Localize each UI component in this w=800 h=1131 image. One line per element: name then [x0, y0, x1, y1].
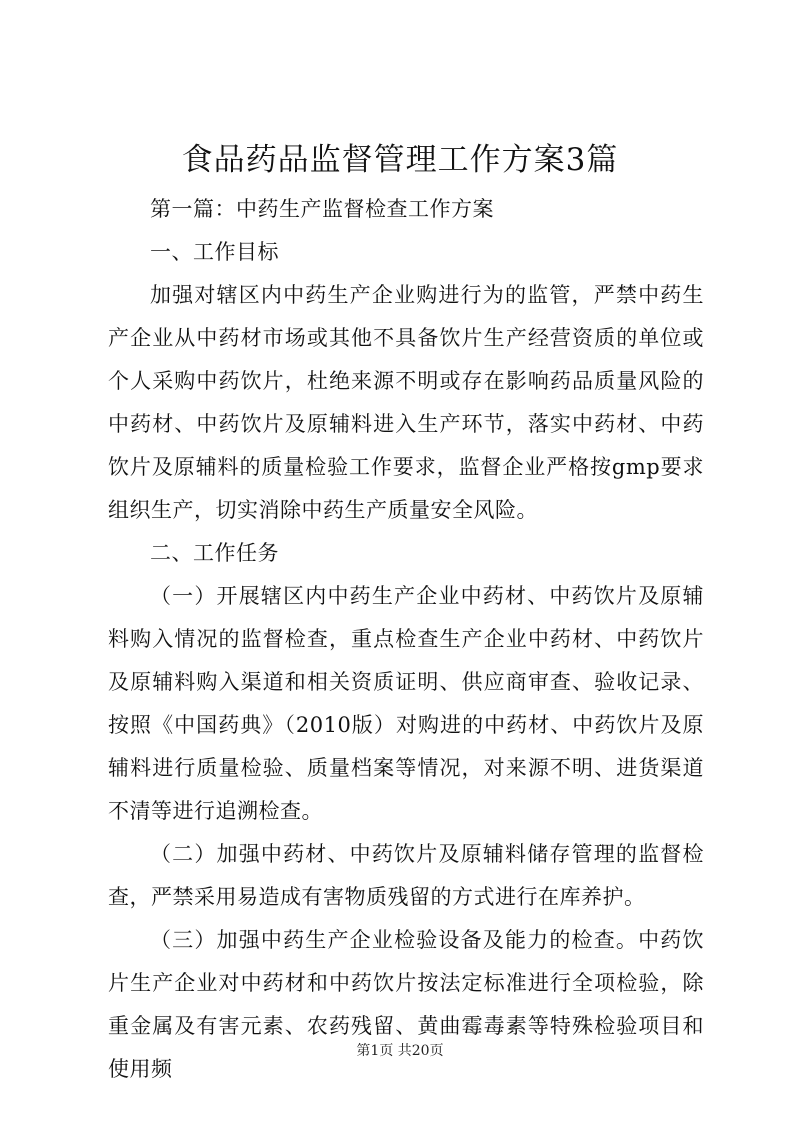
heading-work-goals: 一、工作目标	[150, 240, 279, 264]
paragraph-task-3: （三）加强中药生产企业检验设备及能力的检查。中药饮片生产企业对中药材和中药饮片按法定标准进行全项检验，除重金属及有害元素、农药残留、黄曲霉毒素等特殊检验项目和使用频	[108, 928, 704, 1081]
heading-work-tasks: 二、工作任务	[150, 541, 279, 565]
document-body	[108, 188, 704, 1091]
paragraph-goals: 加强对辖区内中药生产企业购进行为的监管，严禁中药生产企业从中药材市场或其他不具备饮片生产经营资质的单位或个人采购中药饮片，杜绝来源不明或存在影响药品质量风险的中药材、中药饮片及原辅料进入生产环节，落实中药材、中药饮片及原辅料的质量检验工作要求，监督企业严格按gmp要求组织生产，切实消除中药生产质量安全风险。	[108, 283, 704, 522]
paragraph-task-2: （二）加强中药材、中药饮片及原辅料储存管理的监督检查，严禁采用易造成有害物质残留的方式进行在库养护。	[108, 842, 704, 909]
document-title: 食品药品监督管理工作方案3篇	[181, 142, 619, 178]
page-footer: 第1页 共20页	[356, 1043, 444, 1059]
paragraph-task-1: （一）开展辖区内中药生产企业中药材、中药饮片及原辅料购入情况的监督检查，重点检查生产企业中药材、中药饮片及原辅料购入渠道和相关资质证明、供应商审查、验收记录、按照《中国药典》（2010版）对购进的中药材、中药饮片及原辅料进行质量检验、质量档案等情况，对来源不明、进货渠道不清等进行追溯检查。	[108, 584, 704, 823]
section-heading-first: 第一篇：中药生产监督检查工作方案	[150, 197, 494, 221]
